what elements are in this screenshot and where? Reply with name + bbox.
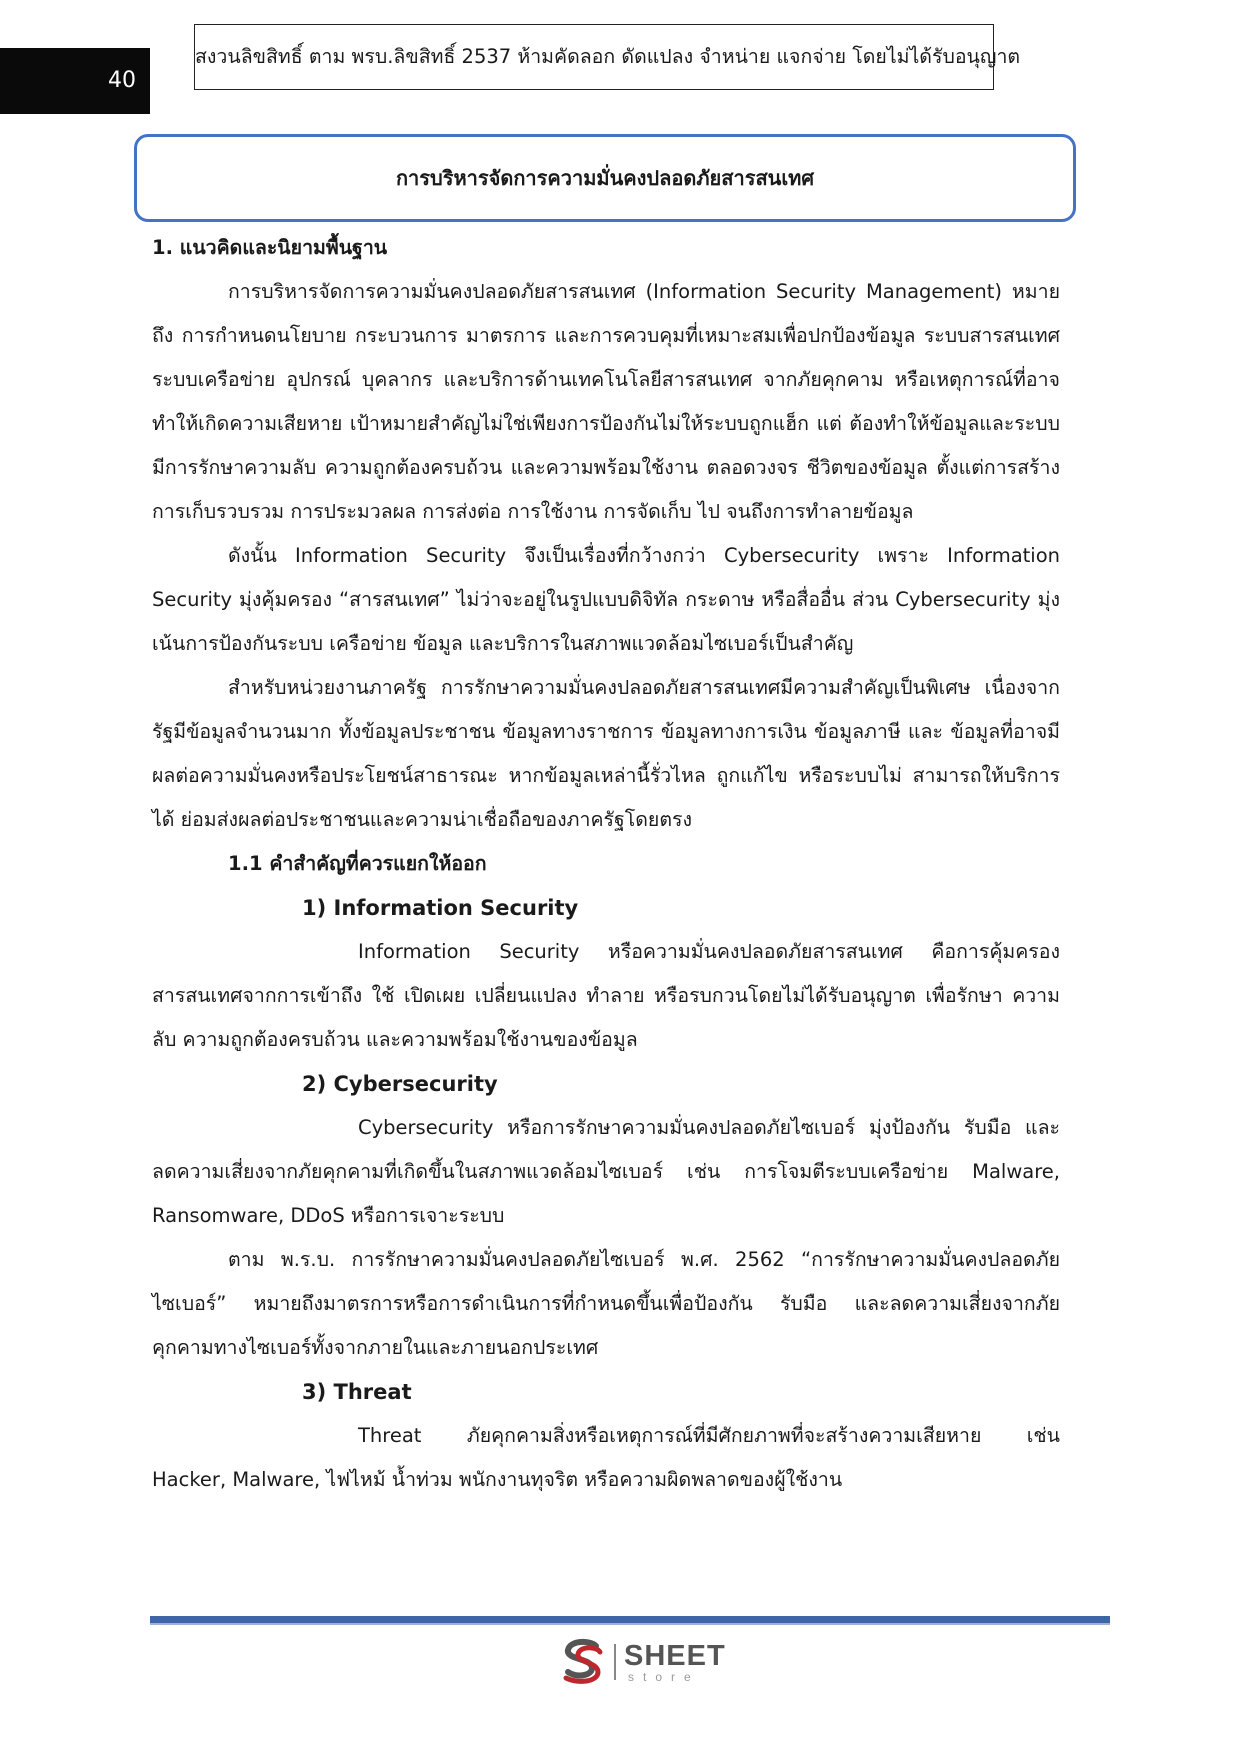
- paragraph: ดังนั้น Information Security จึงเป็นเรื่องที่กว้างกว่า Cybersecurity เพราะ Information Security มุ่งคุ้มครอง “สารสนเทศ” ไม่ว่าจะอยู่ในรูปแบบดิจิทัล กระดาษ หรือสื่ออื่น ส่วน Cybersecurity มุ่งเน้นการป้องกันระบบ เครือข่าย ข้อมูล และบริการในสภาพแวดล้อมไซเบอร์เป็นสำคัญ: [152, 544, 1060, 655]
- sheet-store-logo-icon: [556, 1638, 608, 1688]
- term-heading: 3) Threat: [302, 1380, 412, 1404]
- page-title: การบริหารจัดการความมั่นคงปลอดภัยสารสนเทศ: [134, 134, 1076, 222]
- term-body: Information Security หรือความมั่นคงปลอดภัยสารสนเทศ คือการคุ้มครอง สารสนเทศจากการเข้าถึง ใช้ เปิดเผย เปลี่ยนแปลง ทำลาย หรือรบกวนโดยไม่ได้รับอนุญาต เพื่อรักษา ความลับ ความถูกต้องครบถ้วน และความพร้อมใช้งานของข้อมูล: [152, 940, 1060, 1051]
- paragraph: สำหรับหน่วยงานภาครัฐ การรักษาความมั่นคงปลอดภัยสารสนเทศมีความสำคัญเป็นพิเศษ เนื่องจากรัฐมีข้อมูลจำนวนมาก ทั้งข้อมูลประชาชน ข้อมูลทางราชการ ข้อมูลทางการเงิน ข้อมูลภาษี และ ข้อมูลที่อาจมีผลต่อความมั่นคงหรือประโยชน์สาธารณะ หากข้อมูลเหล่านี้รั่วไหล ถูกแก้ไข หรือระบบไม่ สามารถให้บริการได้ ย่อมส่งผลต่อประชาชนและความน่าเชื่อถือของภาครัฐโดยตรง: [152, 676, 1060, 831]
- paragraph: การบริหารจัดการความมั่นคงปลอดภัยสารสนเทศ (Information Security Management) หมายถึง การกำหนดนโยบาย กระบวนการ มาตรการ และการควบคุมที่เหมาะสมเพื่อปกป้องข้อมูล ระบบสารสนเทศ ระบบเครือข่าย อุปกรณ์ บุคลากร และบริการด้านเทคโนโลยีสารสนเทศ จากภัยคุกคาม หรือเหตุการณ์ที่อาจทำให้เกิดความเสียหาย เป้าหมายสำคัญไม่ใช่เพียงการป้องกันไม่ให้ระบบถูกแฮ็ก แต่ ต้องทำให้ข้อมูลและระบบมีการรักษาความลับ ความถูกต้องครบถ้วน และความพร้อมใช้งาน ตลอดวงจร ชีวิตของข้อมูล ตั้งแต่การสร้าง การเก็บรวบรวม การประมวลผล การส่งต่อ การใช้งาน การจัดเก็บ ไป จนถึงการทำลายข้อมูล: [152, 280, 1060, 523]
- term-body: Cybersecurity หรือการรักษาความมั่นคงปลอดภัยไซเบอร์ มุ่งป้องกัน รับมือ และ ลดความเสี่ยงจากภัยคุกคามที่เกิดขึ้นในสภาพแวดล้อมไซเบอร์ เช่น การโจมตีระบบเครือข่าย Malware, Ransomware, DDoS หรือการเจาะระบบ: [152, 1116, 1060, 1227]
- footer-rule: [150, 1616, 1110, 1623]
- logo-separator: [614, 1644, 616, 1680]
- sheet-store-logo: [556, 1638, 736, 1688]
- logo-subtext: store: [628, 1670, 700, 1684]
- page-number: 40: [108, 68, 136, 93]
- document-body: [152, 226, 1060, 1502]
- term-heading: 1) Information Security: [302, 896, 579, 920]
- subsection-heading: 1.1 คำสำคัญที่ควรแยกให้ออก: [228, 852, 487, 875]
- term-body: Threat ภัยคุกคามสิ่งหรือเหตุการณ์ที่มีศักยภาพที่จะสร้างความเสียหาย เช่น Hacker, Malware, ไฟไหม้ น้ำท่วม พนักงานทุจริต หรือความผิดพลาดของผู้ใช้งาน: [152, 1424, 1060, 1491]
- logo-wordmark: SHEET: [624, 1640, 726, 1672]
- page-number-tab: [0, 48, 150, 114]
- copyright-notice: สงวนลิขสิทธิ์ ตาม พรบ.ลิขสิทธิ์ 2537 ห้ามคัดลอก ดัดแปลง จำหน่าย แจกจ่าย โดยไม่ได้รับอนุญาต: [194, 24, 994, 90]
- term-heading: 2) Cybersecurity: [302, 1072, 498, 1096]
- paragraph: ตาม พ.ร.บ. การรักษาความมั่นคงปลอดภัยไซเบอร์ พ.ศ. 2562 “การรักษาความมั่นคงปลอดภัย ไซเบอร์” หมายถึงมาตรการหรือการดำเนินการที่กำหนดขึ้นเพื่อป้องกัน รับมือ และลดความเสี่ยงจากภัย คุกคามทางไซเบอร์ทั้งจากภายในและภายนอกประเทศ: [152, 1248, 1060, 1359]
- section-heading: 1. แนวคิดและนิยามพื้นฐาน: [152, 236, 388, 259]
